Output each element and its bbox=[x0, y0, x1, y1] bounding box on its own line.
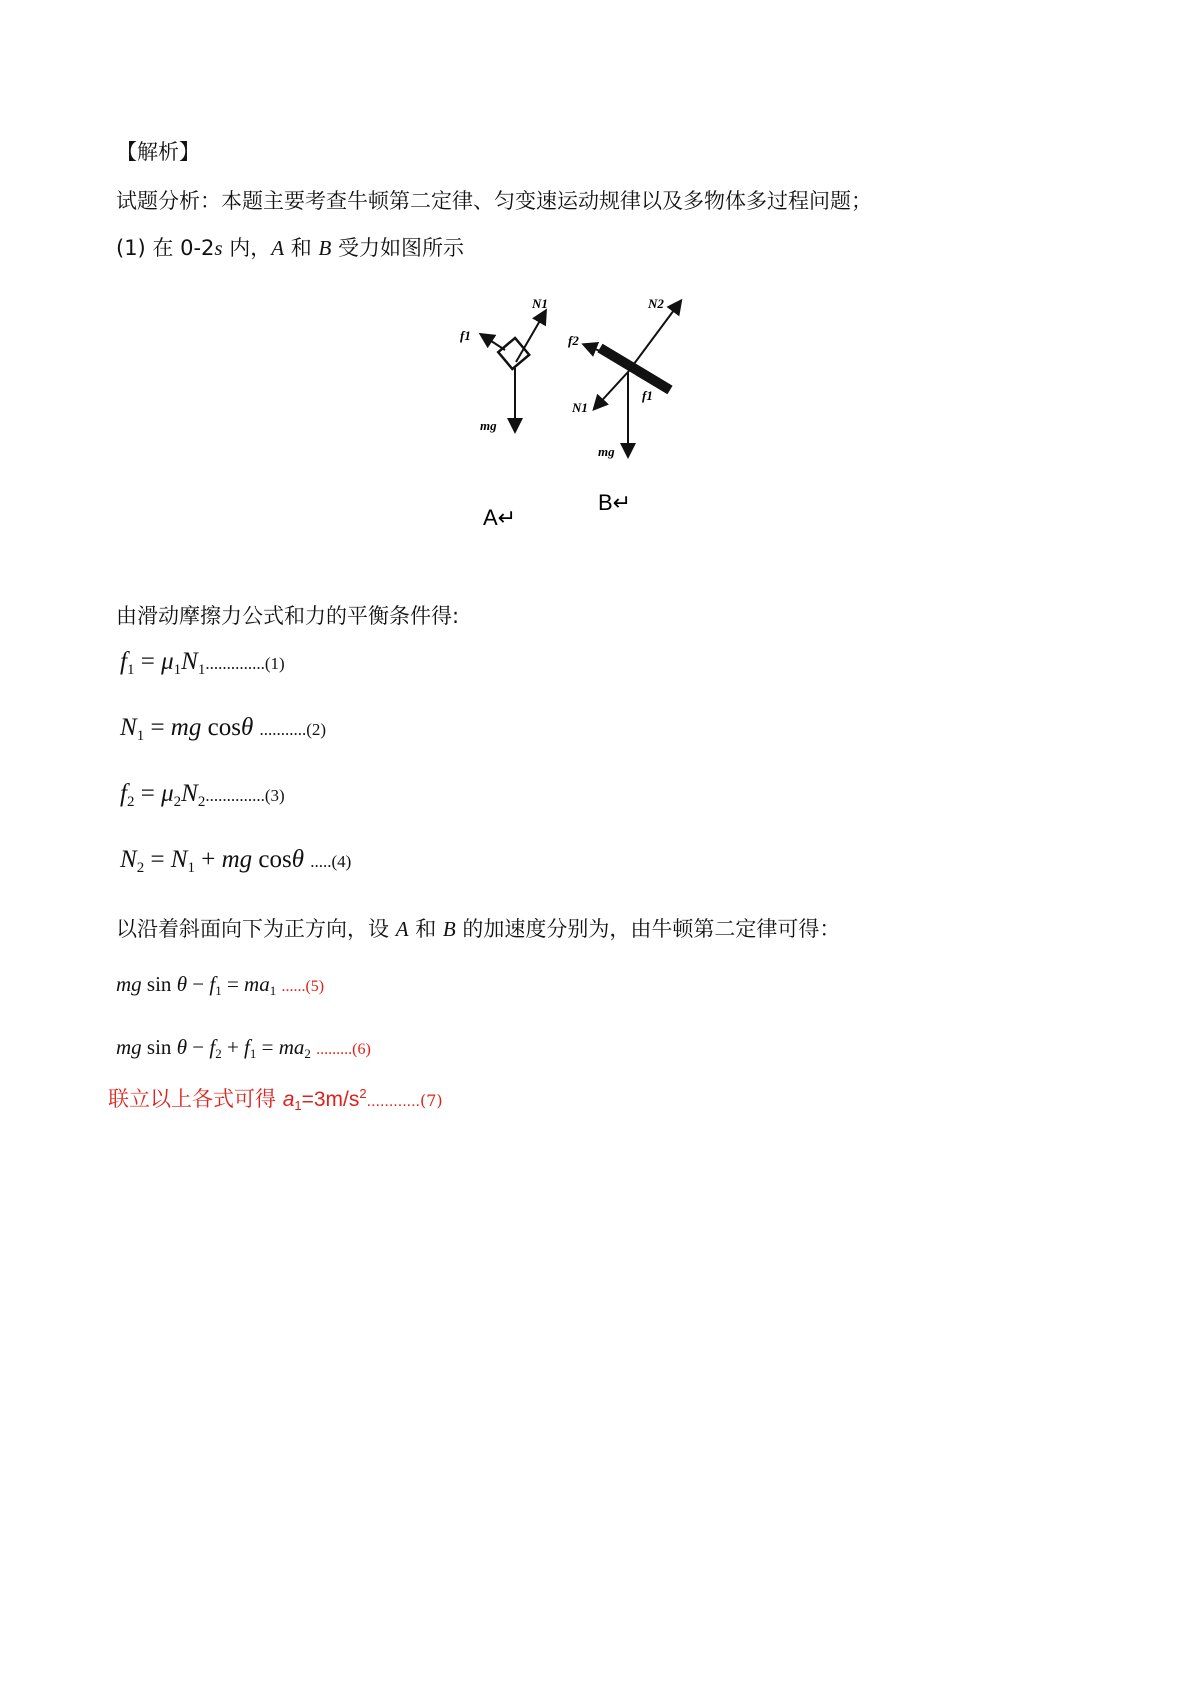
equation-2: $N_1$ = mg cosθ ...........(2) bbox=[120, 714, 327, 744]
block-a bbox=[498, 338, 529, 369]
friction-intro: 由滑动摩擦力公式和力的平衡条件得: bbox=[116, 604, 460, 628]
diagram-a bbox=[460, 296, 548, 433]
label-f1-b: f1 bbox=[642, 388, 653, 403]
heading: 【解析】 bbox=[116, 140, 200, 164]
f1-arrow-a bbox=[482, 335, 505, 350]
n1-arrow-b bbox=[595, 372, 628, 408]
equation-5: mg $\sin \theta - f_1 = ma_1$ ......(5) bbox=[116, 972, 325, 998]
conclusion: 联立以上各式可得 $a_1=3m/s^2............(7)$ bbox=[108, 1086, 443, 1113]
part1-text: (1) 在 0-2s 内，A 和 B 受力如图所示 bbox=[116, 236, 464, 260]
label-mg-a: mg bbox=[480, 418, 497, 433]
label-n1-b: N1 bbox=[572, 400, 588, 415]
label-f2-b: f2 bbox=[568, 333, 579, 348]
diagram-b bbox=[568, 296, 680, 459]
equation-4: $N_2 = N_1$ + mg cosθ .....(4) bbox=[120, 846, 352, 876]
label-mg-b: mg bbox=[598, 444, 615, 459]
caption-b: B↵ bbox=[598, 490, 632, 515]
plank-b bbox=[600, 348, 670, 390]
label-f1-a: f1 bbox=[460, 328, 471, 343]
label-n1-a: N1 bbox=[532, 296, 548, 311]
intro-text: 试题分析：本题主要考查牛顿第二定律、匀变速运动规律以及多物体多过程问题； bbox=[116, 189, 872, 213]
n2-arrow-b bbox=[628, 302, 680, 372]
force-diagram bbox=[460, 296, 740, 530]
equation-3: $f_2 = \mu_2N_2..............(3)$ bbox=[120, 780, 285, 810]
equation-6: mg $\sin \theta - f_2 + f_1 = ma_2$ .........(6) bbox=[116, 1035, 371, 1061]
caption-a: A↵ bbox=[483, 505, 517, 530]
newton-intro: 以沿着斜面向下为正方向，设 A 和 B 的加速度分别为，由牛顿第二定律可得： bbox=[116, 917, 841, 941]
label-n2-b: N2 bbox=[648, 296, 664, 311]
equation-1: $f_1 = \mu_1N_1..............(1)$ bbox=[120, 648, 285, 678]
